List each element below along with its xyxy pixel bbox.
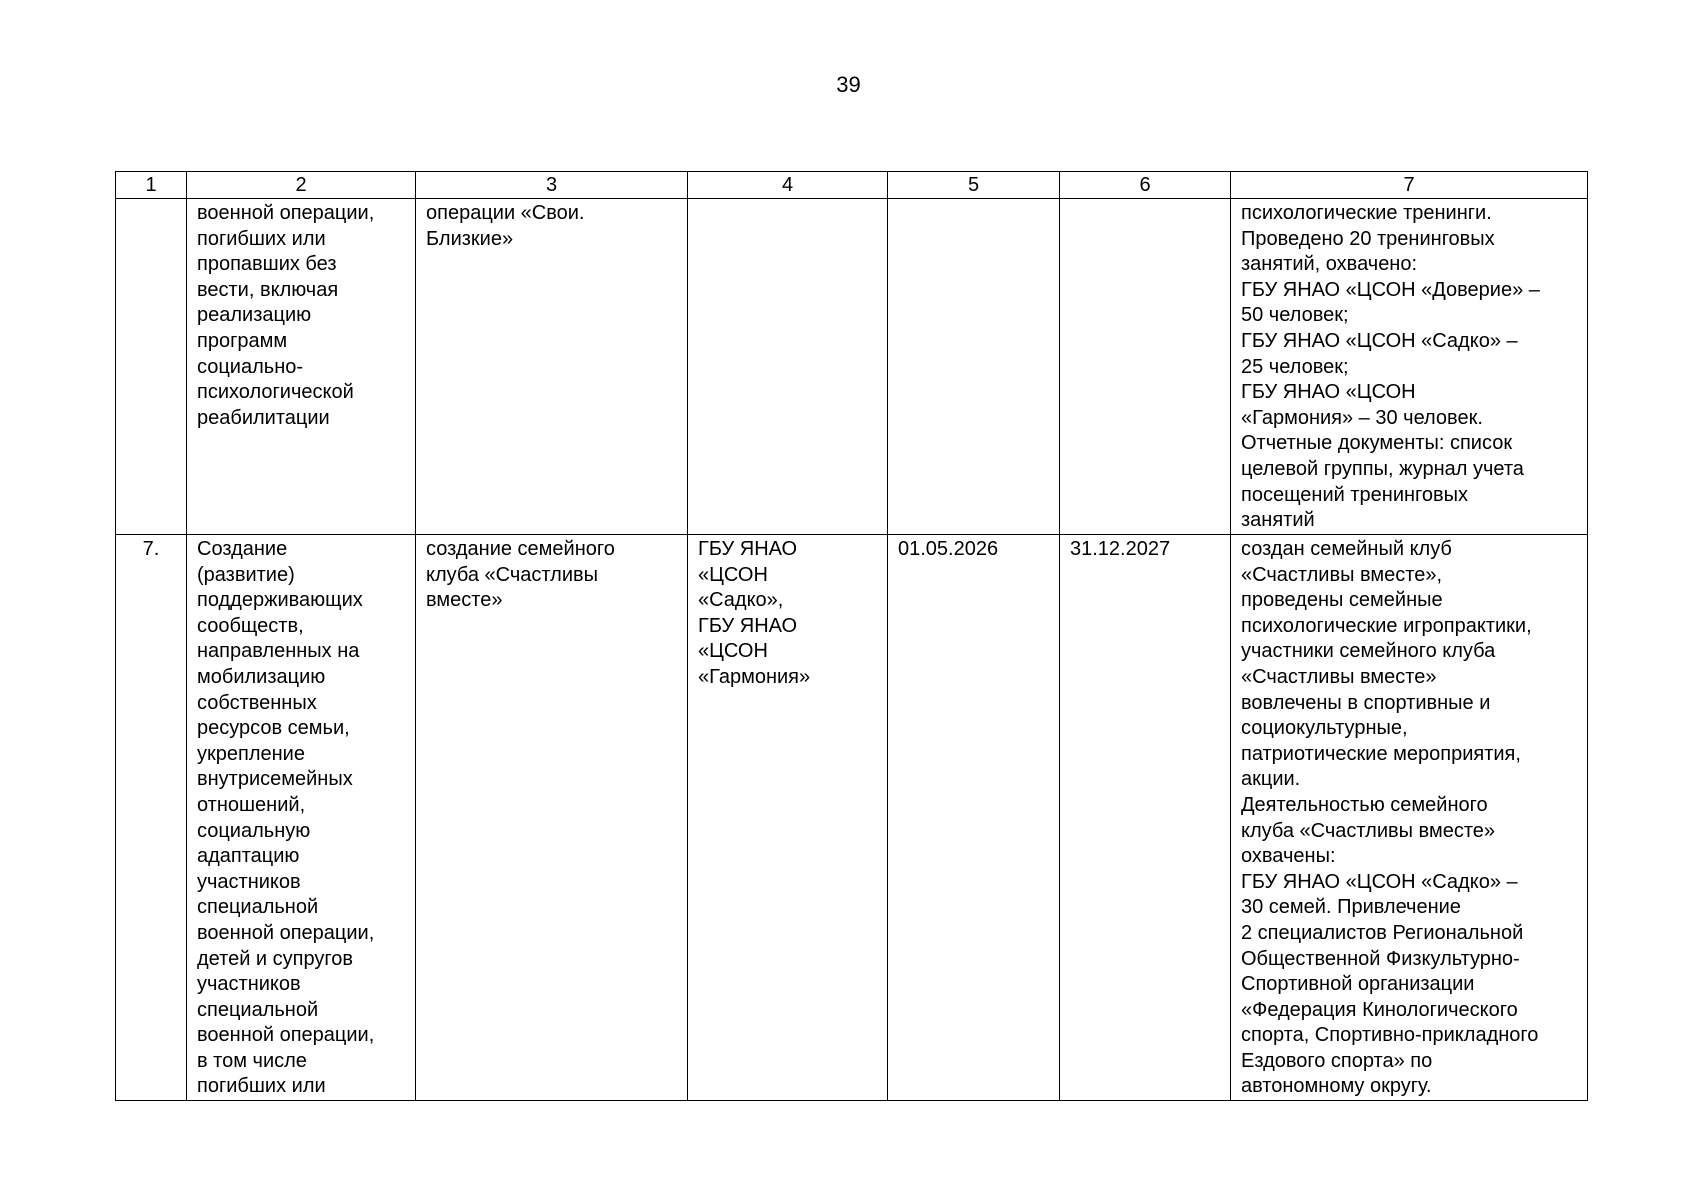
- executor-cell: [688, 535, 888, 1101]
- cell-text-line: (развитие): [197, 563, 295, 586]
- cell-text-line: реализацию: [197, 304, 312, 327]
- cell-text-line: ресурсов семьи,: [197, 717, 350, 740]
- cell-text-line: патриотические мероприятия,: [1241, 742, 1521, 765]
- cell-text-line: спорта, Спортивно-прикладного: [1241, 1024, 1539, 1047]
- cell-text-line: психологической: [197, 381, 354, 404]
- column-header-6: 6: [1060, 172, 1231, 199]
- cell-text-line: специальной: [197, 998, 319, 1021]
- cell-text-line: психологические игропрактики,: [1241, 614, 1532, 637]
- cell-text-line: специальной: [197, 896, 319, 919]
- cell-text-line: военной операции,: [197, 202, 375, 224]
- cell-text-line: занятий: [1241, 509, 1315, 532]
- column-header-4: 4: [688, 172, 888, 199]
- cell-text-line: ГБУ ЯНАО «ЦСОН «Садко» –: [1241, 329, 1518, 352]
- cell-text-line: собственных: [197, 691, 317, 714]
- end-date-cell: [1060, 199, 1231, 535]
- cell-text-line: «Гармония» – 30 человек.: [1241, 406, 1483, 429]
- cell-text-line: Проведено 20 тренинговых: [1241, 227, 1495, 250]
- cell-text-line: Создание: [197, 538, 288, 560]
- column-header-3: 3: [416, 172, 688, 199]
- cell-text-line: погибших или: [197, 227, 326, 250]
- cell-text-line: военной операции,: [197, 1024, 375, 1047]
- measure-cell: [187, 199, 416, 535]
- cell-text-line: поддерживающих: [197, 589, 363, 612]
- cell-text-line: участников: [197, 870, 301, 893]
- cell-text-line: «Счастливы вместе»,: [1241, 563, 1443, 586]
- cell-text-line: посещений тренинговых: [1241, 483, 1469, 506]
- column-header-1: 1: [116, 172, 187, 199]
- cell-text-line: программ: [197, 329, 288, 352]
- cell-text-line: участники семейного клуба: [1241, 640, 1496, 663]
- cell-text-line: детей и супругов: [197, 947, 353, 970]
- table-row: [116, 199, 1588, 535]
- cell-text-line: целевой группы, журнал учета: [1241, 457, 1524, 480]
- cell-text-line: проведены семейные: [1241, 589, 1443, 612]
- cell-text-line: в том числе: [197, 1049, 307, 1072]
- cell-text-line: 25 человек;: [1241, 355, 1349, 378]
- table-header-row: [116, 172, 1588, 199]
- cell-text-line: ГБУ ЯНАО «ЦСОН «Садко» –: [1241, 870, 1518, 893]
- cell-text-line: создан семейный клуб: [1241, 538, 1452, 560]
- cell-text-line: внутрисемейных: [197, 768, 353, 791]
- activities-table: [115, 171, 1588, 1101]
- column-header-7: 7: [1231, 172, 1588, 199]
- cell-text-line: Отчетные документы: список: [1241, 432, 1513, 455]
- cell-text-line: «ЦСОН: [698, 640, 768, 663]
- result-cell: [1231, 535, 1588, 1101]
- cell-text-line: направленных на: [197, 640, 360, 663]
- event-cell: [416, 535, 688, 1101]
- cell-text-line: «Федерация Кинологического: [1241, 998, 1518, 1021]
- cell-text-line: вовлечены в спортивные и: [1241, 691, 1491, 714]
- cell-text-line: «Счастливы вместе»: [1241, 665, 1437, 688]
- row-number-cell: [116, 199, 187, 535]
- start-date-cell: 01.05.2026: [888, 535, 1060, 1101]
- cell-text-line: создание семейного: [426, 538, 615, 560]
- cell-text-line: клуба «Счастливы вместе»: [1241, 819, 1496, 842]
- column-header-2: 2: [187, 172, 416, 199]
- cell-text-line: укрепление: [197, 742, 305, 765]
- cell-text-line: социальную: [197, 819, 311, 842]
- page-number: 39: [836, 72, 861, 97]
- cell-text-line: участников: [197, 973, 301, 996]
- cell-text-line: ГБУ ЯНАО «ЦСОН: [1241, 381, 1416, 404]
- cell-text-line: «Гармония»: [698, 665, 811, 688]
- cell-text-line: погибших или: [197, 1075, 326, 1098]
- cell-text-line: клуба «Счастливы: [426, 563, 598, 586]
- cell-text-line: Деятельностью семейного: [1241, 793, 1488, 816]
- cell-text-line: «Садко»,: [698, 589, 784, 612]
- cell-text-line: занятий, охвачено:: [1241, 253, 1418, 276]
- cell-text-line: мобилизацию: [197, 665, 326, 688]
- executor-cell: [688, 199, 888, 535]
- cell-text-line: военной операции,: [197, 921, 375, 944]
- cell-text-line: Спортивной организации: [1241, 973, 1475, 996]
- event-cell: [416, 199, 688, 535]
- result-cell: [1231, 199, 1588, 535]
- cell-text-line: адаптацию: [197, 845, 300, 868]
- start-date-cell: [888, 199, 1060, 535]
- cell-text-line: психологические тренинги.: [1241, 202, 1492, 224]
- cell-text-line: ГБУ ЯНАО: [698, 538, 798, 560]
- cell-text-line: вместе»: [426, 589, 503, 612]
- row-number-cell: 7.: [116, 535, 187, 1101]
- cell-text-line: реабилитации: [197, 406, 330, 429]
- cell-text-line: 50 человек;: [1241, 304, 1349, 327]
- cell-text-line: 30 семей. Привлечение: [1241, 896, 1461, 919]
- cell-text-line: социально-: [197, 355, 304, 378]
- cell-text-line: «ЦСОН: [698, 563, 768, 586]
- cell-text-line: отношений,: [197, 793, 306, 816]
- end-date-cell: 31.12.2027: [1060, 535, 1231, 1101]
- cell-text-line: Общественной Физкультурно-: [1241, 947, 1520, 970]
- cell-text-line: вести, включая: [197, 278, 339, 301]
- column-header-5: 5: [888, 172, 1060, 199]
- cell-text-line: социокультурные,: [1241, 717, 1408, 740]
- cell-text-line: пропавших без: [197, 253, 337, 276]
- cell-text-line: ГБУ ЯНАО «ЦСОН «Доверие» –: [1241, 278, 1540, 301]
- cell-text-line: Близкие»: [426, 227, 514, 250]
- cell-text-line: сообществ,: [197, 614, 304, 637]
- cell-text-line: операции «Свои.: [426, 202, 585, 224]
- table-row: [116, 535, 1588, 1101]
- cell-text-line: ГБУ ЯНАО: [698, 614, 798, 637]
- cell-text-line: автономному округу.: [1241, 1075, 1432, 1098]
- cell-text-line: акции.: [1241, 768, 1301, 791]
- cell-text-line: Ездового спорта» по: [1241, 1049, 1433, 1072]
- cell-text-line: охвачены:: [1241, 845, 1336, 868]
- cell-text-line: 2 специалистов Региональной: [1241, 921, 1524, 944]
- measure-cell: [187, 535, 416, 1101]
